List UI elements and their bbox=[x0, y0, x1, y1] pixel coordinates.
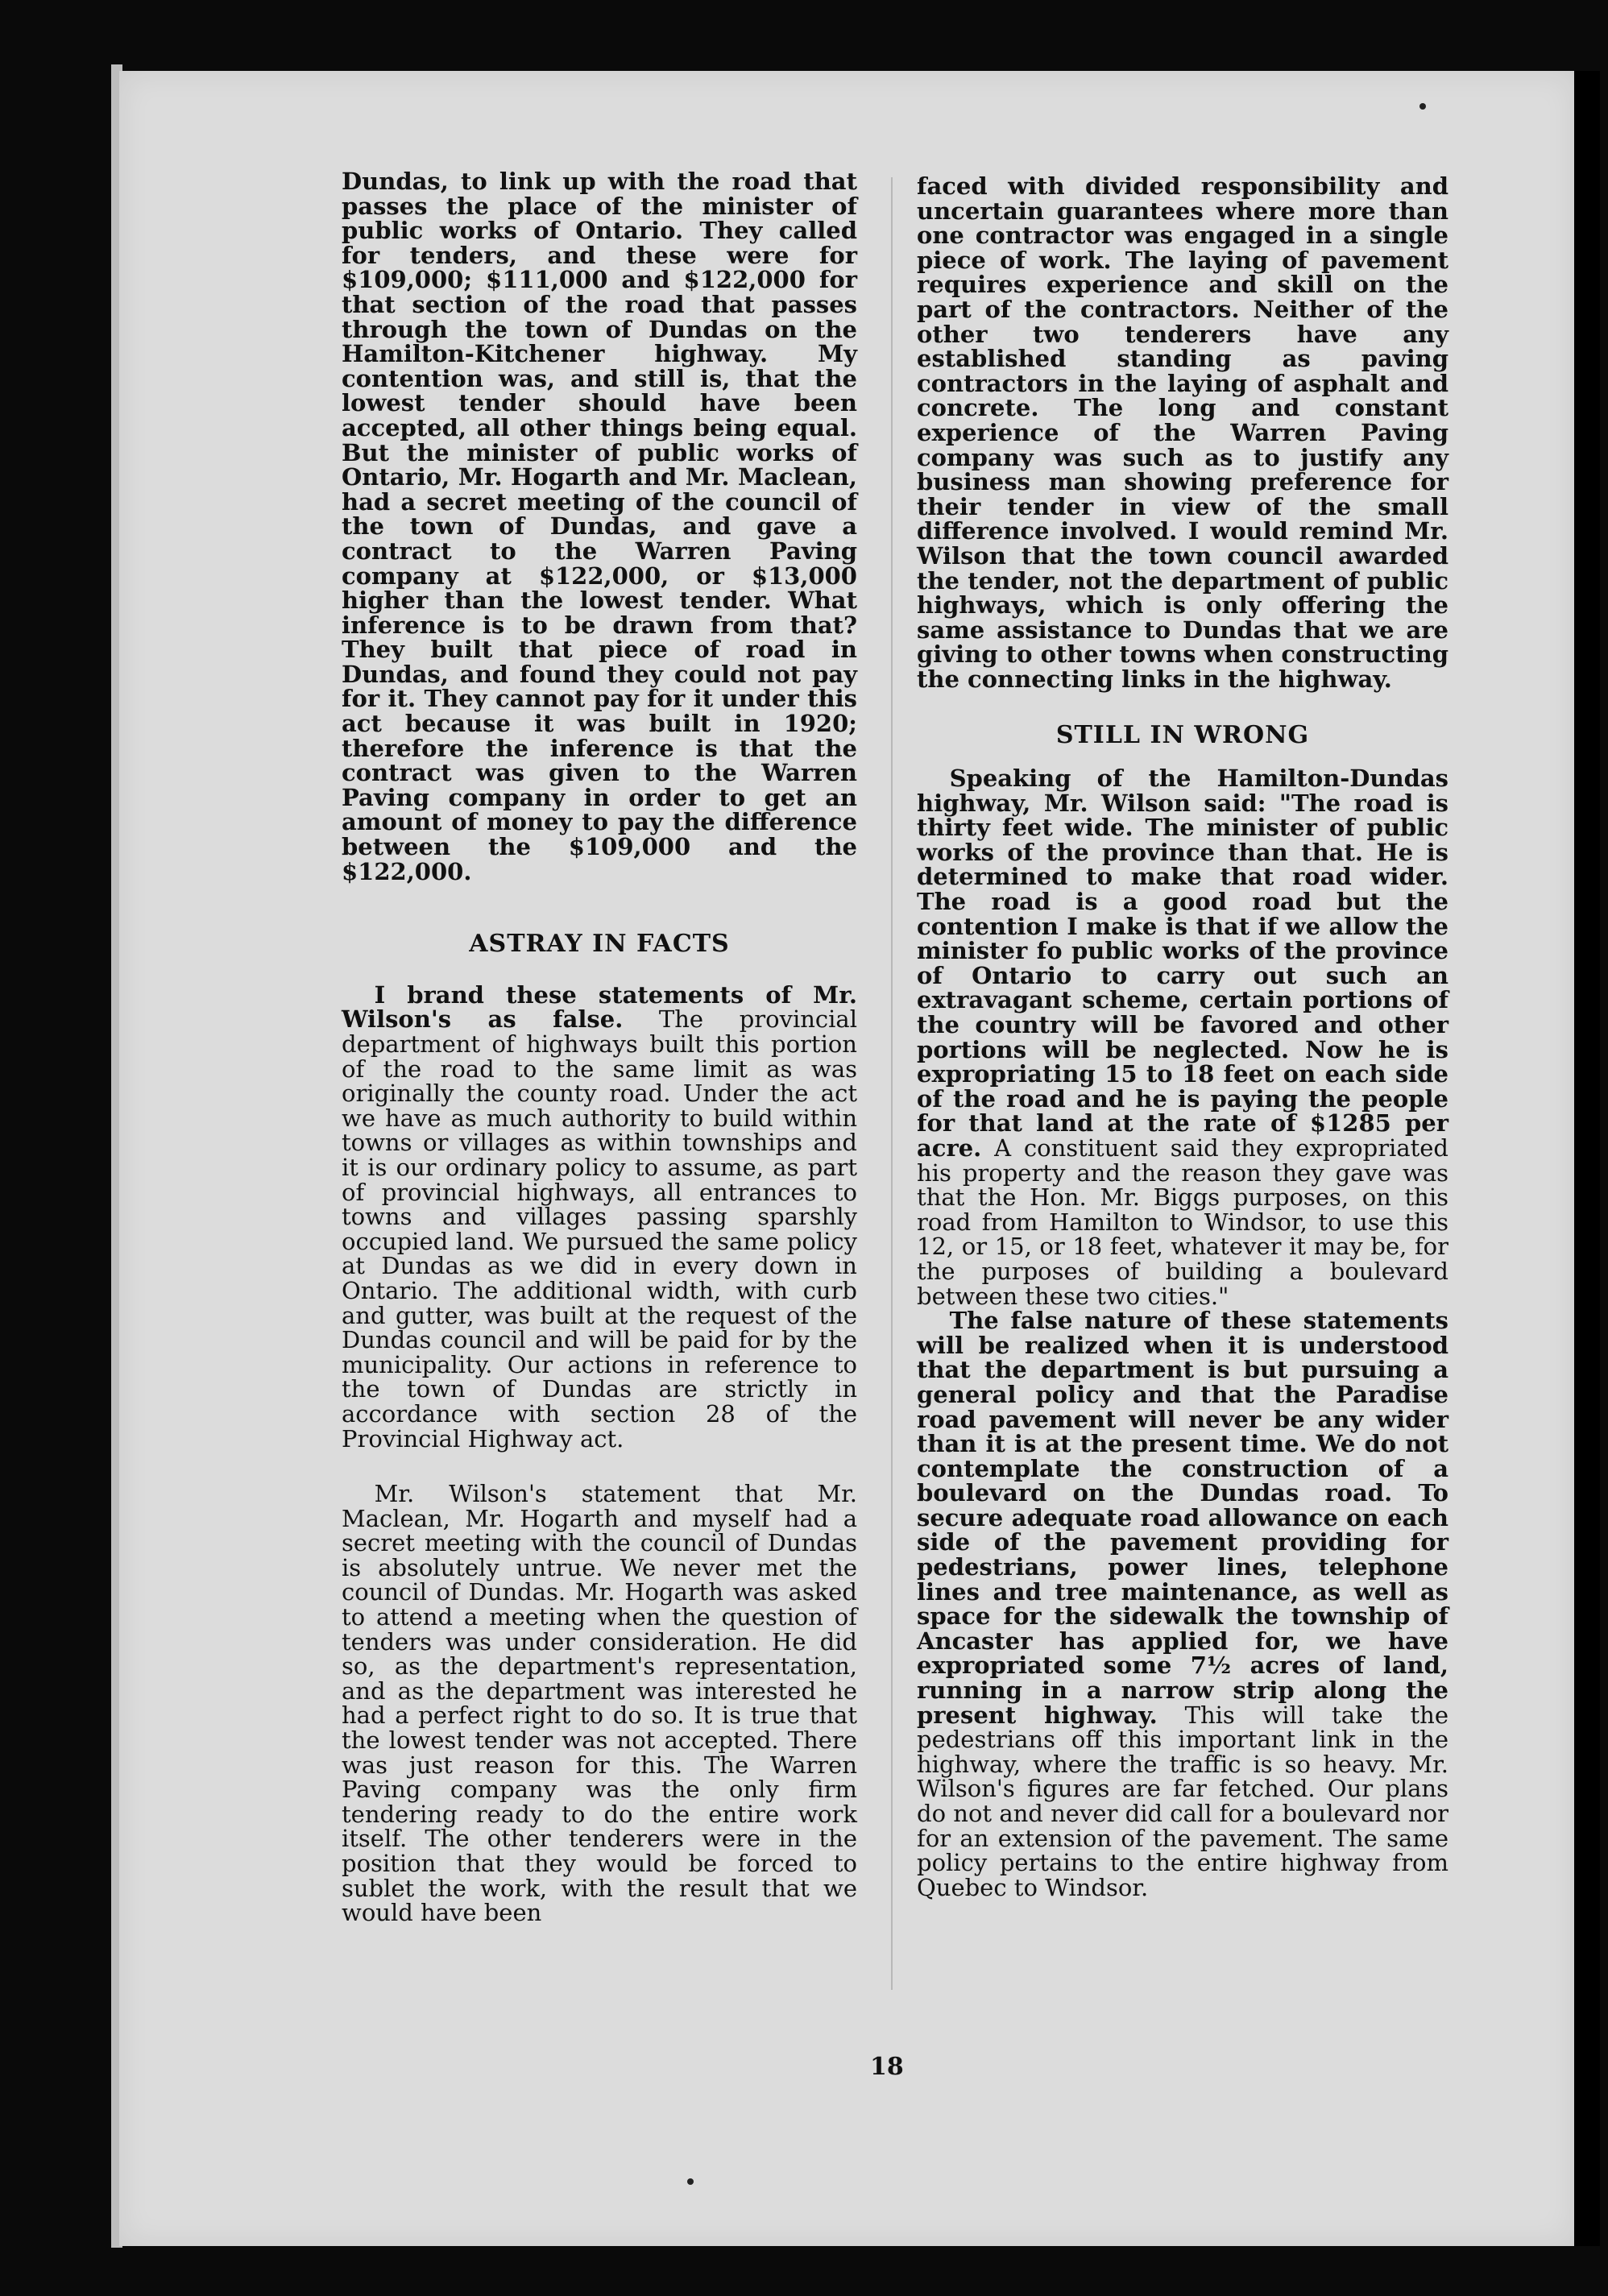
left-paragraph-3: Mr. Wilson's statement that Mr. Maclean, Mr. Hogarth and myself had a secret meeting with the council of Dundas is absolutely untrue. We never met the council of Dundas. Mr. Hogarth was asked to attend a meeting when the question of tenders was under consideration. He did so, as the department's representation, and as the department was interested he had a perfect right to do so. It is true that the lowest tender was not accepted. There was just reason for this. The Warren Paving company was the only firm tendering ready to do the entire work itself. The other tenderers were in the position that they would be forced to sublet the work, with the result that we would have been bbox=[342, 1480, 857, 1927]
right-column bbox=[917, 174, 1448, 1900]
right-paragraph-2-lead: Speaking of the Hamilton-Dundas highway, Mr. Wilson said: "The road is thirty feet wide. The minister of public works of the province than that. He is determined to make that road wider. The road is a good road but the contention I make is that if we allow the minister fo public works of the province of Ontario to carry out such an extravagant scheme, certain portions of the country will be favored and other portions will be neglected. Now he is expropriating 15 to 18 feet on each side of the road and he is paying the people for that land at the rate of $1285 per acre. bbox=[917, 765, 1448, 1162]
left-paragraph-1: Dundas, to link up with the road that passes the place of the minister of public works of Ontario. They called for tenders, and these were for $109,000; $111,000 and $122,000 for that section of the road that passes through the town of Dundas on the Hamilton-Kitchener highway. My contention was, and still is, that the lowest tender should have been accepted, all other things being equal. But the minister of public works of Ontario, Mr. Hogarth and Mr. Maclean, had a secret meeting of the council of the town of Dundas, and gave a contract to the Warren Paving company at $122,000, or $13,000 higher than the lowest tender. What inference is to be drawn from that? They built that piece of road in Dundas, and found they could not pay for it. They cannot pay for it under this act because it was built in 1920; therefore the inference is that the contract was given to the Warren Paving company in order to get an amount of money to pay the difference between the $109,000 and the $122,000. bbox=[342, 168, 857, 885]
right-paragraph-2 bbox=[917, 766, 1448, 1308]
left-paragraph-2 bbox=[342, 980, 857, 1453]
left-paragraph-2-lead: I brand these statements of Mr. Wilson's as false. bbox=[342, 980, 857, 1034]
column-divider bbox=[891, 177, 893, 1990]
right-paragraph-3-lead: The false nature of these statements will be realized when it is understood that the department is but pursuing a general policy and that the Paradise road pavement will never be any wider than it is at the present time. We do not contemplate the construction of a boulevard on the Dundas road. To secure adequate road allowance on each side of the pavement providing for pedestrians, power lines, telephone lines and tree maintenance, as well as space for the sidewalk the township of Ancaster has applied for, we have expropriated some 7½ acres of land, running in a narrow strip along the present highway. bbox=[917, 1307, 1448, 1729]
heading-astray-in-facts: ASTRAY IN FACTS bbox=[469, 930, 730, 959]
heading-still-in-wrong: STILL IN WRONG bbox=[1055, 721, 1310, 750]
scan-speck bbox=[687, 2178, 694, 2185]
scan-right-border bbox=[1574, 71, 1600, 2246]
page-number: 18 bbox=[870, 2053, 904, 2081]
left-paragraph-2-body: The provincial department of highways built this portion of the road to the same limit as was originally the county road. Under the act we have as much authority to build within towns or villages as within townships and it is our ordinary policy to assume, as part of provincial highways, all entrances to towns and villages passing sparshly occupied land. We pursued the same policy at Dundas as we did in every down in Ontario. The additional width, with curb and gutter, was built at the request of the Dundas council and will be paid for by the municipality. Our actions in reference to the town of Dundas are strictly in accordance with section 28 of the Provincial Highway act. bbox=[342, 1005, 857, 1453]
left-column bbox=[342, 169, 857, 1925]
right-paragraph-3-body: This will take the pedestrians off this important link in the highway, where the traffic is so heavy. Mr. Wilson's figures are far fetched. Our plans do not and never did call for a boulevard nor for an extension of the pavement. The same policy pertains to the entire highway from Quebec to Windsor. bbox=[917, 1701, 1449, 1901]
right-paragraph-2-body: A constituent said they expropriated his property and the reason they gave was that the Hon. Mr. Biggs purposes, on this road from Hamilton to Windsor, to use this 12, or 15, or 18 feet, whatever it may be, for the purposes of building a boulevard between these two cities." bbox=[917, 1133, 1449, 1310]
scan-speck bbox=[1419, 103, 1426, 110]
right-paragraph-1: faced with divided responsibility and uncertain guarantees where more than one contractor was engaged in a single piece of work. The laying of pavement requires experience and skill on the part of the contractors. Neither of the other two tenderers have any established standing as paving contractors in the laying of asphalt and concrete. The long and constant experience of the Warren Paving company was such as to justify any business man showing preference for their tender in view of the small difference involved. I would remind Mr. Wilson that the town council awarded the tender, not the department of public highways, which is only offering the same assistance to Dundas that we are giving to other towns when constructing the connecting links in the highway. bbox=[917, 172, 1448, 693]
right-paragraph-3 bbox=[917, 1308, 1448, 1900]
